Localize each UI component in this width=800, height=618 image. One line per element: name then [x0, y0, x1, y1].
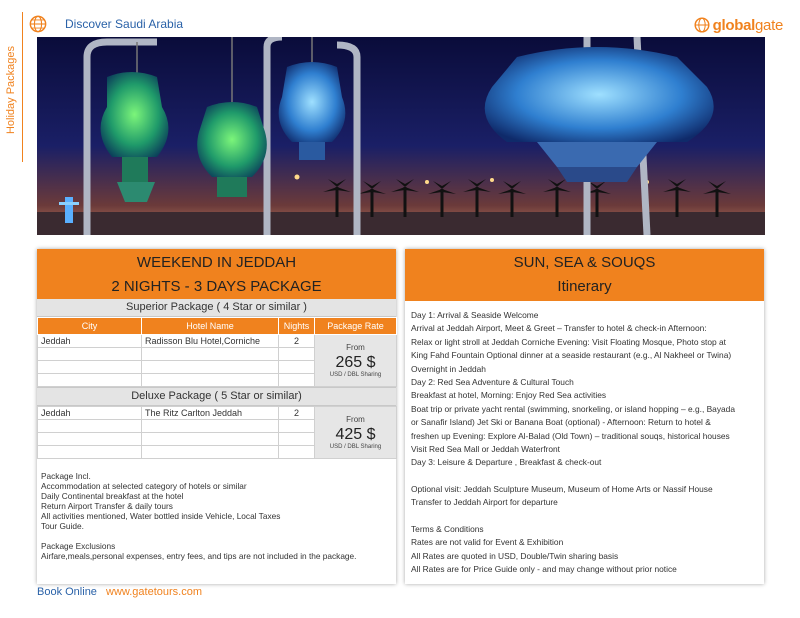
hero-image: [37, 37, 765, 235]
itinerary-title-line1: SUN, SEA & SOUQS: [513, 254, 656, 271]
package-title-line2: 2 NIGHTS - 3 DAYS PACKAGE: [111, 278, 322, 295]
itinerary-line: Overnight in Jeddah: [411, 363, 486, 374]
cell-nights: 2: [279, 335, 315, 348]
itinerary-line: Boat trip or private yacht rental (swimming, snorkeling, or island hopping – e.g., Bayada: [411, 403, 735, 414]
itinerary-line: Optional visit: Jeddah Sculpture Museum, Museum of Home Arts or Nassif House: [411, 483, 713, 494]
side-tab-label: Holiday Packages: [5, 45, 17, 135]
price-amount: 425 $: [335, 426, 376, 443]
side-divider: [22, 12, 23, 162]
inclusion-line: Accommodation at selected category of hotels or similar: [41, 481, 247, 491]
package-title-line1: WEEKEND IN JEDDAH: [136, 254, 297, 271]
itinerary-line: Breakfast at hotel, Morning: Enjoy Red Sea activities: [411, 390, 607, 401]
footer: [37, 586, 202, 598]
inclusion-line: Package Incl.: [41, 471, 91, 481]
cell-hotel: The Ritz Carlton Jeddah: [142, 407, 279, 420]
logo-text: globalgate: [712, 16, 783, 34]
price-from: From: [346, 415, 365, 424]
itinerary-day-heading: Day 1: Arrival & Seaside Welcome: [411, 310, 539, 320]
table-row: [38, 335, 397, 348]
header-bar: [25, 15, 795, 35]
itinerary-line: [411, 470, 758, 483]
price-from: From: [346, 343, 365, 352]
itinerary-line: [411, 510, 758, 523]
itinerary-day-heading: Day 2: Red Sea Adventure & Cultural Touch: [411, 377, 574, 388]
inclusion-line: Tour Guide.: [41, 521, 84, 531]
superior-heading: Superior Package ( 4 Star or similar ): [37, 299, 396, 317]
cell-nights: 2: [279, 407, 315, 420]
superior-table: [37, 317, 397, 387]
inclusion-line: Daily Continental breakfast at the hotel: [41, 491, 184, 501]
itinerary-title: [405, 249, 764, 301]
itinerary-line: All Rates are quoted in USD, Double/Twin sharing basis: [411, 550, 619, 561]
itinerary-line: or Sanafir Island) Jet Ski or Banana Boat (optional) - Afternoon: Return to hotel &: [411, 417, 711, 428]
itinerary-line: freshen up Evening: Explore Al-Balad (Old Town) – traditional souqs, historical houses: [411, 430, 730, 441]
col-city: City: [38, 318, 142, 335]
price-sharing: USD / DBL Sharing: [329, 372, 382, 378]
cell-city: Jeddah: [38, 335, 142, 348]
exclusions-heading: Package Exclusions: [41, 541, 116, 551]
package-panel: [37, 249, 396, 584]
col-rate: Package Rate: [315, 318, 397, 335]
itinerary-line: Visit Red Sea Mall or Jeddah Waterfront: [411, 444, 560, 455]
price-box: [315, 407, 397, 459]
book-online-label: Book Online: [37, 586, 97, 598]
deluxe-heading: Deluxe Package ( 5 Star or similar): [37, 387, 396, 406]
itinerary-line: Arrival at Jeddah Airport, Meet & Greet – Transfer to hotel & check-in Afternoon:: [411, 323, 707, 334]
inclusion-line: Return Airport Transfer & daily tours: [41, 501, 173, 511]
itinerary-day-heading: Day 3: Leisure & Departure , Breakfast & check-out: [411, 457, 602, 468]
globe-icon: [29, 15, 47, 33]
page-title: Discover Saudi Arabia: [65, 17, 184, 31]
itinerary-line: Terms & Conditions: [411, 523, 484, 534]
inclusions-list: [41, 471, 392, 561]
inclusion-line: [41, 531, 392, 541]
col-hotel: Hotel Name: [142, 318, 279, 335]
website-link[interactable]: www.gatetours.com: [106, 586, 202, 598]
table-header-row: [38, 318, 397, 335]
itinerary-title-line2: Itinerary: [557, 278, 612, 295]
deluxe-table: [37, 406, 397, 459]
itinerary-text: [405, 301, 764, 576]
itinerary-line: Rates are not valid for Event & Exhibition: [411, 537, 564, 548]
logo-globe-icon: [694, 17, 710, 33]
package-title: [37, 249, 396, 299]
brand-logo: [694, 15, 783, 35]
cell-hotel: Radisson Blu Hotel,Corniche: [142, 335, 279, 348]
itinerary-line: King Fahd Fountain Optional dinner at a seaside restaurant (e.g., Al Nakheel or Twina): [411, 350, 732, 361]
table-row: [38, 407, 397, 420]
inclusion-line: All activities mentioned, Water bottled inside Vehicle, Local Taxes: [41, 511, 281, 521]
price-sharing: USD / DBL Sharing: [329, 444, 382, 450]
exclusion-line: Airfare,meals,personal expenses, entry fees, and tips are not included in the package.: [41, 551, 357, 561]
itinerary-panel: [405, 249, 764, 584]
price-box: [315, 335, 397, 387]
itinerary-line: Relax or light stroll at Jeddah Corniche Evening: Visit Floating Mosque, Photo stop at: [411, 336, 727, 347]
itinerary-line: All Rates are for Price Guide only - and may change without prior notice: [411, 563, 677, 574]
hero-photo-lanterns: [37, 37, 765, 235]
side-tab: [0, 14, 22, 164]
itinerary-line: Transfer to Jeddah Airport for departure: [411, 497, 558, 508]
cell-city: Jeddah: [38, 407, 142, 420]
col-nights: Nights: [279, 318, 315, 335]
price-amount: 265 $: [335, 354, 376, 371]
